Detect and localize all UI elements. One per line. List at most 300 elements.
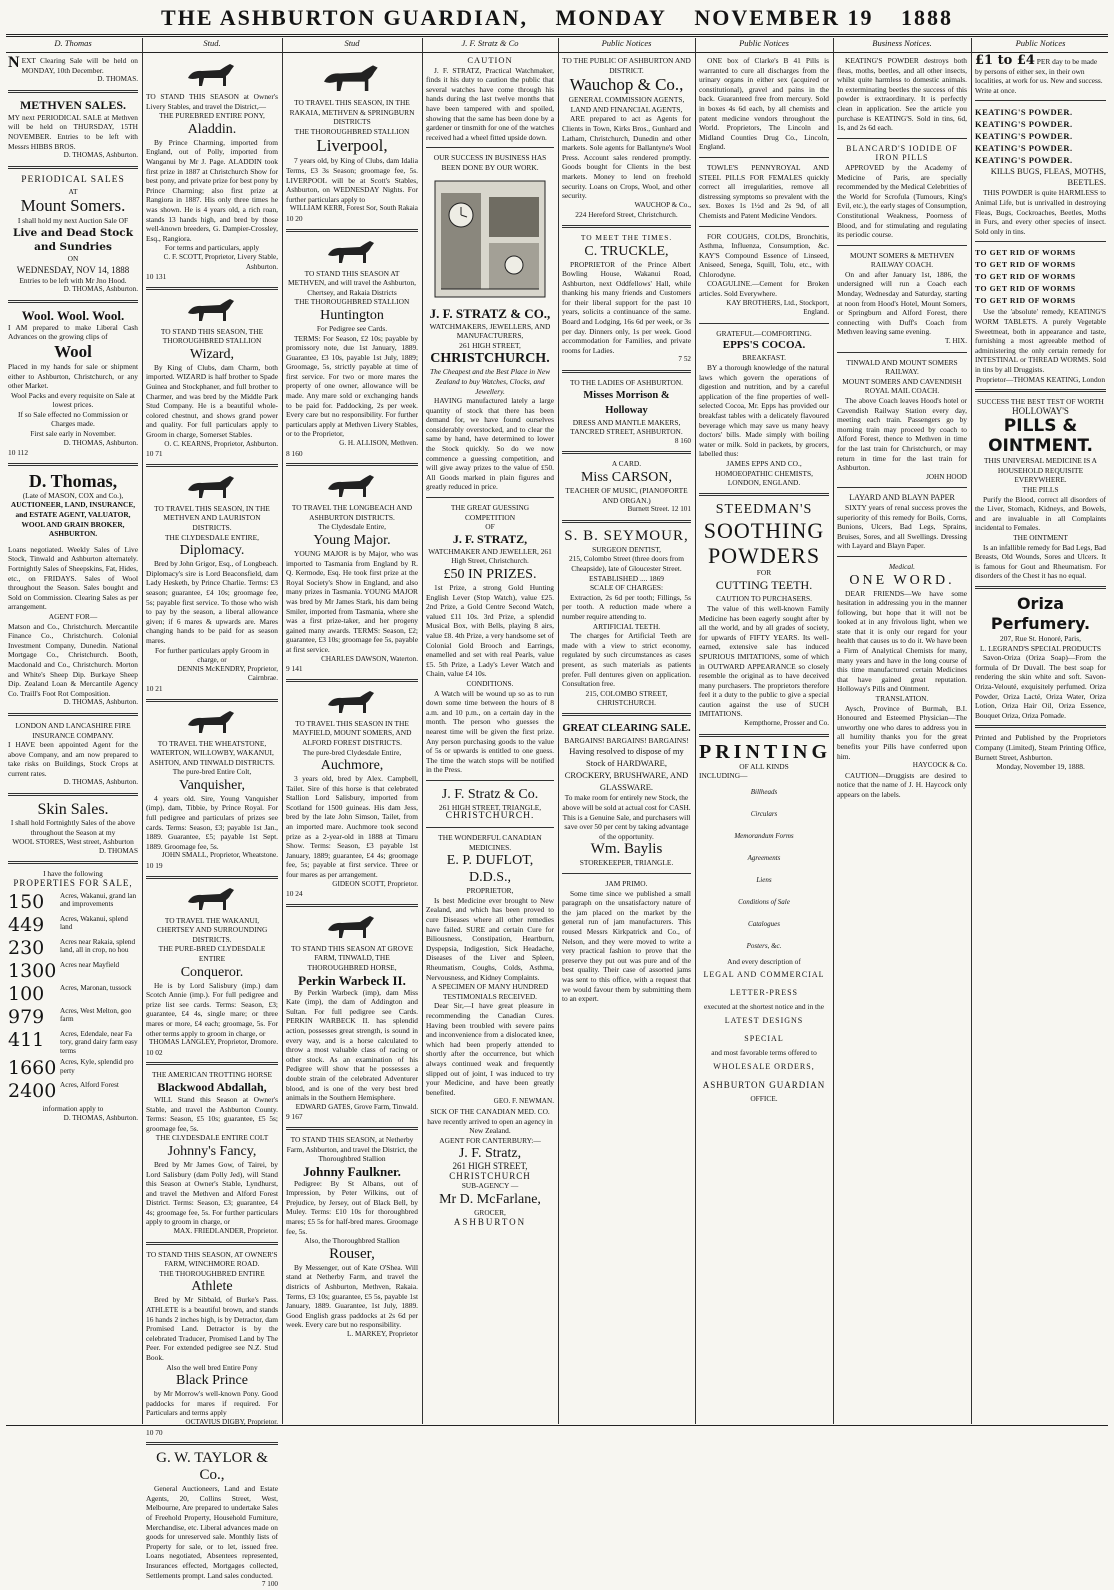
johnny-sub: THE CLYDESDALE ENTIRE COLT bbox=[155, 1133, 269, 1143]
aladdin-terms: For terms and particulars, apply bbox=[164, 243, 260, 253]
auction-line: I shall hold my next Auction Sale OF bbox=[17, 216, 129, 226]
agent-for: AGENT FOR— bbox=[48, 611, 98, 621]
holloways: HOLLOWAY'S bbox=[1012, 405, 1069, 416]
caution-body: J. F. STRATZ, Practical Watchmaker, finds it his duty to caution the public that several watches have come through his hands during the last twelve months that have been tampered with and spoiled, showing that the same has been done by a gardener or tinsmith for one of the watches received had a wheel fitted upside down. bbox=[426, 65, 554, 142]
keatings-line: KEATING'S POWDER. bbox=[975, 131, 1073, 142]
truckle-body: PROPRIETOR of the Prince Albert Bowling House, Wakanui Road, Ashburton, next Oddfellows' Hall, while thanking his many friends and Customers for their liberal support for the past 10 years, solicits a continuance of the same. Board and Lodging, 16s 6d per week, or 3s per day. Dinners only, 1s per week. Good accommodation for Families, and private rooms for Ladies. bbox=[562, 259, 691, 355]
heading-blancards: BLANCARD'S IODIDE OF IRON PILLS bbox=[846, 143, 958, 163]
kills-bugs: KILLS BUGS, FLEAS, MOTHS, BEETLES. bbox=[990, 166, 1106, 188]
land-acreage: 979 bbox=[8, 1005, 45, 1028]
heading-d-thomas: D. Thomas, bbox=[28, 470, 118, 491]
land-list-item bbox=[8, 1030, 138, 1056]
coaguline-ad: COAGULINE.—Cement for Broken articles. Sold Everywhere. bbox=[699, 279, 829, 299]
heading-jf-stratz: J. F. STRATZ, bbox=[452, 531, 528, 546]
epps-signature: JAMES EPPS AND CO., HOMOEOPATHIC CHEMISTS, LONDON, ENGLAND. bbox=[715, 458, 813, 488]
conqueror-head: TO TRAVEL THE WAKANUI, CHERTSEY AND SURROUNDING DISTRICTS. bbox=[156, 915, 268, 944]
horse-name-wizard: Wizard, bbox=[189, 346, 235, 362]
horse-name-blackwood: Blackwood Abdallah, bbox=[157, 1079, 267, 1094]
duflot-proprietor: PROPRIETOR, bbox=[466, 886, 514, 896]
stratz-address: 261 HIGH STREET, bbox=[459, 340, 521, 350]
keatings-line: KEATING'S POWDER. bbox=[975, 107, 1073, 118]
signature: D. THOMAS, Ashburton. bbox=[63, 151, 138, 160]
horse-engraving-icon bbox=[182, 707, 242, 735]
layard-body: SIXTY years of renal success proves the superiority of this remedy for Boils, Corns, Bunions, Ulcers, Bad Legs, Sprains, Bruises, Sores, and all Swellings. Dressing with Layard and Blayn Paper. bbox=[837, 502, 967, 551]
printing-item: Billheads bbox=[750, 787, 778, 796]
separator bbox=[699, 734, 829, 737]
horse-engraving-icon bbox=[182, 60, 242, 88]
the-ointment-heading: THE OINTMENT bbox=[1013, 533, 1068, 543]
diplomacy-terms: For further particulars apply Groom in charge, or bbox=[155, 645, 269, 665]
signature: WAUCHOP & Co., bbox=[634, 200, 691, 209]
separator bbox=[8, 90, 138, 93]
grocer: GROCER, bbox=[474, 1208, 506, 1218]
heading-steedmans: STEEDMAN'S bbox=[715, 501, 813, 517]
worms-line: TO GET RID OF WORMS bbox=[975, 248, 1076, 258]
separator bbox=[8, 300, 138, 303]
separator bbox=[286, 1127, 418, 1130]
heading-baylis: Wm. Baylis bbox=[590, 841, 663, 858]
horse-engraving-icon bbox=[322, 237, 382, 265]
stratz-city: CHRISTCHURCH. bbox=[430, 351, 550, 367]
land-list-item bbox=[8, 1081, 138, 1101]
keatings-powder-ad: KEATING'S POWDER destroys both fleas, moths, beetles, and all other insects, whilst quite harmless to domestic animals. In exterminating beetles the success of this powder is extraordinary. It is perfectly clean in application. See the article you purchase is KEATING'S. Sold in tins, 6d, 1s, and 2s 6d each. bbox=[837, 56, 967, 133]
column-7 bbox=[837, 56, 967, 1422]
bargains: BARGAINS! BARGAINS! BARGAINS! bbox=[564, 735, 689, 745]
ad-reference: 10 20 bbox=[286, 213, 303, 223]
ad-reference: 10 112 bbox=[8, 448, 29, 458]
separator bbox=[837, 138, 967, 139]
wool-body: I AM prepared to make Liberal Cash Advances on the growing clips of bbox=[8, 322, 138, 342]
land-description: Acres, Kyle, splendid pro perty bbox=[60, 1058, 134, 1075]
terms-offered: and most favorable terms offered to bbox=[711, 1048, 817, 1058]
ad-reference: 9 167 bbox=[286, 1112, 303, 1122]
methven-body: MY next PERIODICAL SALE at Methven will be held on THURSDAY, 15TH NOVEMBER. Entries to be left with Messrs HIBBS BROS. bbox=[8, 112, 138, 151]
epps-body: BY a thorough knowledge of the natural laws which govern the operations of digestion and nutrition, and by a careful application of the fine properties of well-selected Cocoa, Mr. Epps has provided our breakfast tables with a delicately flavoured beverage which may save us many heavy doctors' bills. Made simply with boiling water or milk. Sold in packets, by grocers, labelled thus: bbox=[699, 363, 829, 459]
printing-item: Agreements bbox=[747, 853, 781, 862]
prizes-list: 1st Prize, a strong Gold Hunting English Lever (Stop Watch), value £25. 2nd Prize, a Gold Centre Second Watch, valued £11 10s. 3rd Prize, a splendid Musical Box, with Bells, playing 8 airs, value £8. 4th Prize, a very handsome set of Colonial Gold Brooch and Earrings, enamelled and set with real Pearls, value £5. 5th Prize, a Lady's Lever Watch and Chain, value £4 10s. bbox=[426, 583, 554, 679]
carson-sub: TEACHER OF MUSIC, (PIANOFORTE AND ORGAN.) bbox=[565, 486, 688, 505]
separator bbox=[8, 166, 138, 169]
separator bbox=[975, 241, 1106, 242]
separator bbox=[146, 464, 278, 467]
info-text: information apply to bbox=[42, 1104, 104, 1114]
universal-line: THIS UNIVERSAL MEDICINE IS A HOUSEHOLD REQUISITE EVERYWHERE. bbox=[983, 456, 1098, 485]
signature: D. THOMAS. bbox=[97, 75, 138, 84]
caution-final: CAUTION—Druggists are desired to notice that the name of J. H. Haycock only appears on the labels. bbox=[837, 770, 967, 799]
genuine-note: This is a Genuine Sale, and purchasers will save over 50 per cent by taking advantage of the opportunity. bbox=[562, 812, 691, 841]
signature: JOHN HOOD bbox=[926, 472, 967, 481]
signature: KAY BROTHERS, Ltd., Stockport, England. bbox=[726, 298, 829, 317]
signature: MAX. FRIEDLANDER, Proprietor. bbox=[173, 1227, 278, 1236]
special: SPECIAL bbox=[744, 1034, 784, 1044]
testimonial-body: Dear Sir,—I have great pleasure in recommending the Canadian Cures. Having been troubled with severe pains and inconvenience from a dislocated knee, which had been properly attended to shortly after the occurrence, but which always continued weak and frequently slipped out of joint, I was induced to try your Medicine, and have been greatly benefited. bbox=[426, 1001, 554, 1097]
keatings-line: KEATING'S POWDER. bbox=[975, 143, 1073, 154]
including: INCLUDING— bbox=[699, 771, 748, 781]
separator bbox=[8, 793, 138, 796]
horse-engraving-icon bbox=[317, 60, 387, 94]
huntington-sub: THE THOROUGHBRED STALLION bbox=[294, 297, 410, 307]
issue-year: 1888 bbox=[900, 5, 953, 30]
printing-item: Posters, &c. bbox=[746, 941, 782, 950]
tinwald-body: The above Coach leaves Hood's hotel or Cavendish Railway Station every day, meeting each train. Passengers go by morning train may proceed by coach to Alford Forest, thence to Methven in time for the last train for Christchurch, or may return in time for the last train for Ashburton. bbox=[837, 396, 967, 473]
column-header-2: Stud. bbox=[203, 38, 221, 48]
footer-rule bbox=[6, 1425, 1108, 1426]
column-header-8: Public Notices bbox=[1015, 38, 1066, 48]
separator bbox=[286, 229, 418, 232]
keatings-lines bbox=[975, 106, 1106, 166]
ointment-body: Is an infallible remedy for Bad Legs, Bad Breasts, Old Wounds, Sores and Ulcers. It is famous for Gout and Rheumatism. For disorders of the Chest it has no equal. bbox=[975, 542, 1106, 581]
signature: OCTAVIUS DIGBY, Proprietor. bbox=[185, 1417, 278, 1426]
wonderful-medicines: THE WONDERFUL CANADIAN MEDICINES. bbox=[438, 833, 542, 852]
the-pills-heading: THE PILLS bbox=[1022, 485, 1059, 495]
column-2 bbox=[146, 56, 278, 1589]
scale-body: Extraction, 2s 6d per tooth; Fillings, 5s per tooth. A reduction made where a number require attending to. bbox=[562, 592, 691, 621]
morrison-head: TO THE LADIES OF ASHBURTON. bbox=[569, 378, 684, 388]
land-list-item bbox=[8, 892, 138, 912]
wool-sale-note: If so Sale effected no Commission or Charges made. bbox=[18, 409, 128, 429]
huntington-note: For Pedigree see Cards. bbox=[316, 323, 388, 333]
liverpool-body: 7 years old, by King of Clubs, dam Idalia Terms, £3 3s Season; groomage fee, 5s. LIVERPOOL will be at Scott's Stables, Ashburton, on WEDNESDAY Nights. For further particulars apply to bbox=[286, 156, 418, 204]
masthead bbox=[0, 0, 1114, 36]
ad-reference: 7 52 bbox=[678, 355, 691, 364]
separator bbox=[426, 780, 554, 781]
blackwood-body: WILL Stand this Season at Owner's Stable, and travel the Ashburton County. Terms: Season, £5 10s; guarantee, £5 5s; groomage fee, 5s. bbox=[146, 1094, 278, 1133]
blackwood-head: THE AMERICAN TROTTING HORSE bbox=[152, 1070, 272, 1080]
text-on: ON bbox=[67, 253, 79, 263]
established: ESTABLISHED .... 1869 bbox=[589, 573, 664, 583]
horse-engraving-icon bbox=[182, 884, 242, 912]
mount-somers-coach-head: MOUNT SOMERS & METHVEN RAILWAY COACH. bbox=[850, 250, 954, 270]
horse-name-huntington: Huntington bbox=[320, 307, 384, 323]
land-list-item bbox=[8, 1058, 138, 1078]
signature: D. THOMAS, Ashburton. bbox=[63, 778, 138, 787]
masthead-rule bbox=[6, 34, 1108, 37]
worms-lines bbox=[975, 247, 1106, 307]
separator bbox=[426, 827, 554, 828]
signature: D. THOMAS, Ashburton. bbox=[63, 1114, 138, 1122]
first-sale-note: First sale early in November. bbox=[30, 429, 116, 439]
conqueror-body: He is by Lord Salisbury (imp.) dam Scotch Annie (imp.). For full pedigree and prize list see cards. Terms: Season, £3; guarantee, £4 4s, single mare; or three mares or more, £4 each; groomage, 5s. For other terms apply to groom in charge, or bbox=[146, 980, 278, 1038]
land-list bbox=[8, 892, 138, 1102]
heading-live-dead-stock: Live and Dead Stock and Sundries bbox=[13, 226, 133, 253]
perkin-body: By Perkin Warbeck (imp), dam Miss Kate (imp), the dam of Addington and Sultan. For full pedigree see Cards. PERKIN WARBECK II. has splendid action, possesses great strength, is sound in every way, and is a horse calculated to throw a most valuable class of racing or other stock. As an examination of his Pedigree will show that he possesses a double strain of the celebrated Adventurer blood, and is one of the very best bred animals in the Southern Hemisphere. bbox=[286, 987, 418, 1103]
signature: EDWARD GATES, Grove Farm, Tinwald. bbox=[295, 1102, 418, 1111]
column-header-6: Public Notices bbox=[739, 38, 789, 48]
column-divider bbox=[558, 38, 559, 1424]
printing-item: Conditions of Sale bbox=[738, 897, 790, 906]
separator bbox=[699, 323, 829, 324]
seymour-sub: SURGEON DENTIST, bbox=[592, 544, 661, 554]
land-description: Acres, Maronan, tussock bbox=[60, 983, 132, 992]
separator bbox=[837, 556, 967, 557]
oriza-sub: L. LEGRAND'S SPECIAL PRODUCTS bbox=[980, 643, 1101, 653]
jf-stratz-sub: WATCHMAKER AND JEWELLER, 261 High Street, Christchurch. bbox=[428, 546, 552, 566]
rouser-sub: Also, the Thoroughbred Stallion bbox=[304, 1236, 400, 1246]
separator bbox=[146, 1442, 278, 1445]
wool-body-2: Placed in my hands for sale or shipment either to Ashburton, Christchurch, or any other Market. bbox=[8, 361, 138, 391]
keatings-line: KEATING'S POWDER. bbox=[975, 119, 1073, 130]
text-for: FOR bbox=[756, 567, 772, 577]
horse-engraving-icon bbox=[182, 295, 242, 323]
land-description: Acres, Wakanui, grand lan and improvements bbox=[60, 891, 137, 909]
liverpool-head: TO TRAVEL THIS SEASON, IN THE RAKAIA, METHVEN & SPRINGBURN DISTRICTS bbox=[289, 98, 415, 127]
land-acreage: 1660 bbox=[8, 1057, 57, 1080]
diplomacy-body: Bred by John Grigor, Esq., of Longbeach. Diplomacy's sire is Lord Beaconsfield, dam Lady Hesketh, by Prince Charlie. Terms: £3 season; guarantee, £4 10s; groomage fee, 5s; payable first service. To those who wish to pay by the season, a liberal allowance given; if 6 mares & upwards are. Mares changing hands to be paid for as season mares. bbox=[146, 559, 278, 645]
land-acreage: 230 bbox=[8, 936, 45, 959]
signature: D. THOMAS bbox=[98, 846, 138, 855]
stratz-trades: WATCHMAKERS, JEWELLERS, AND MANUFACTURERS, bbox=[429, 321, 551, 341]
clearing-body-2: To make room for entirely new Stock, the above will be sold at actual cost for CASH. bbox=[562, 793, 691, 813]
land-acreage: 2400 bbox=[8, 1080, 57, 1103]
skin-body: I shall hold Fortnightly Sales of the above throughout the Season at my bbox=[10, 818, 136, 837]
translation-heading: TRANSLATION. bbox=[875, 694, 929, 704]
horse-name-auchmore: Auchmore, bbox=[320, 758, 384, 774]
mcfarlane-town: ASHBURTON bbox=[453, 1216, 527, 1227]
legal-commercial: LEGAL AND COMMERCIAL bbox=[703, 970, 825, 980]
worms-line: TO GET RID OF WORMS bbox=[975, 260, 1076, 270]
worms-line: TO GET RID OF WORMS bbox=[975, 272, 1076, 282]
printing-item: Circulars bbox=[750, 809, 778, 818]
artificial-body: The charges for Artificial Teeth are made with a view to strict economy, regulated by such circumstances as cases present, as such materials as patients prefer. Full dentures given on application. Consultation free. bbox=[562, 631, 691, 689]
column-header-4: J. F. Stratz & Co bbox=[461, 38, 519, 48]
column-4 bbox=[426, 56, 554, 1422]
black-prince-sub: Also the well bred Entire Pony bbox=[166, 1362, 258, 1372]
separator bbox=[8, 861, 138, 864]
heading-cutting-teeth: CUTTING TEETH. bbox=[715, 578, 813, 593]
vanquisher-body: 4 years old. Sire, Young Vanquisher (imp), dam, Tibbie, by Prince Royal. For full pedigree and particulars of prizes see cards. Terms: Season, £3; payable 1st Jan., 1889. Guarantee, £5; payable 1st Sept. 1889. Groomage fee, 5s. bbox=[146, 793, 278, 851]
liverpool-sub: THE THOROUGHBRED STALLION bbox=[294, 126, 410, 136]
heading-oriza: Oriza Perfumery. bbox=[990, 594, 1091, 633]
medical-heading: Medical. bbox=[888, 561, 916, 571]
signature: G. H. ALLISON, Methven. bbox=[339, 439, 418, 448]
signature: L. MARKEY, Proprietor bbox=[347, 1330, 418, 1338]
heading-wauchop: Wauchop & Co., bbox=[569, 75, 684, 95]
heading-duflot: E. P. DUFLOT, D.D.S., bbox=[446, 853, 534, 886]
morrison-sub: DRESS AND MANTLE MAKERS, TANCRED STREET, ASHBURTON. bbox=[570, 417, 683, 437]
column-headers bbox=[6, 38, 1108, 52]
signature: D. THOMAS, Ashburton. bbox=[63, 698, 138, 707]
skin-body-2: WOOL STORES, West street, Ashburton bbox=[12, 837, 134, 847]
wauchop-address: 224 Hereford Street, Christchurch. bbox=[575, 210, 678, 220]
separator bbox=[562, 873, 691, 874]
text-of: OF bbox=[485, 522, 495, 532]
our-success: OUR SUCCESS IN BUSINESS HAS BEEN DONE BY OUR WORK. bbox=[433, 153, 547, 172]
wool-packs: Wool Packs and every requisite on Sale at lowest prices. bbox=[11, 390, 135, 410]
land-description: Acres, Alford Forest bbox=[60, 1081, 119, 1090]
duflot-body: Is best Medicine ever brought to New Zealand, and which has been proved to cure Diseases where all other remedies have failed. SURE and certain Cure for Biliousness, Constipation, Heartburn, Dyspepsia, Indigestion, Sick Headache, Diseases of the Liver and Spleen, Rheumatism, Coughs, Colds, Asthma, Nervousness, and Kidney Complaints. bbox=[426, 895, 554, 982]
column-divider bbox=[282, 38, 283, 1424]
newspaper-name: THE ASHBURTON GUARDIAN, bbox=[161, 5, 528, 30]
ad-reference: 10 131 bbox=[146, 272, 167, 282]
separator bbox=[146, 699, 278, 702]
signature: WILLIAM KERR, Forest Sor, South Rakaia bbox=[289, 204, 418, 213]
horse-name-perkin-warbeck: Perkin Warbeck II. bbox=[298, 972, 406, 988]
conditions-heading: CONDITIONS. bbox=[466, 678, 514, 688]
separator bbox=[699, 493, 829, 496]
printing-item: Catalogues bbox=[748, 919, 780, 928]
d-thomas-trades: AUCTIONEER, LAND, INSURANCE, and ESTATE AGENT, VALUATOR, WOOL AND GRAIN BROKER, ASHBURTON. bbox=[10, 500, 136, 539]
header-rule bbox=[6, 52, 1108, 53]
signature: DENNIS McKENDRY, Proprietor, Cairnbrae. bbox=[177, 664, 278, 683]
jam-heading: JAM PRIMO. bbox=[605, 879, 648, 889]
athlete-body: Bred by Mr Sibbald, of Burke's Pass. ATHLETE is a beautiful brown, and stands 16 hands 2 inches high, is by Detractor, dam Promised Land. Detractor is by the celebrated Traducer, Promised Land by The Peer. For extended pedigree see N.Z. Stud Book. bbox=[146, 1295, 278, 1362]
faulkner-head: TO STAND THIS SEASON, at Netherby Farm, Ashburton, and travel the District, the Thoroughbred Stallion bbox=[286, 1134, 418, 1164]
johnny-body: Bred by Mr James Gow, of Tairei, by Lord Salisbury (dam Polly Jed), will Stand this Season at Owner's Stable, Lyndhurst, and travel the Methven and Alford Forest District. Terms: Season, £3; guarantee, £4 4s; groomage fee, 5s. For further particulars apply to groom in charge, or bbox=[146, 1159, 278, 1227]
separator bbox=[146, 287, 278, 290]
heading-stratz-3: J. F. Stratz, bbox=[458, 1146, 522, 1162]
faulkner-body: Pedigree: By St Albans, out of Impression, by Peter Wilkins, out of Prejudice, by Jersey, out of Black Bell, by Muley. Terms: £10 10s for thoroughbred mares; £5 5s for half-bred mares. Groomage fee, 5s. bbox=[286, 1178, 418, 1236]
rouser-body: By Messenger, out of Kate O'Shea. Will stand at Netherby Farm, and travel the districts of Ashburton, Methven, Rakaia. Terms, £3 10s; guarantee, £5 5s, payable 1st January, 1889. Guarantee, 1st July, 1889. Good English grass paddocks at 2s 6d per week. Every care but no responsibility. bbox=[286, 1262, 418, 1330]
huntington-body: TERMS: For Season, £2 10s; payable by promissory note, due 1st January, 1889. Guarantee, £3 10s, payable 1st July, 1889; Groomage, 5s, strictly payable at time of first service. For two or more mares the property of one owner, allowance will be made. Any mare sold or exchanging hands to be paid for. Paddocking, 2s per week. Every care but no responsibility. For further particulars apply at Methven Livery Stables, or to the Proprietor, bbox=[286, 333, 418, 439]
vanquisher-head: TO TRAVEL THE WHEATSTONE, WATERTON, WILLOWBY, WAKANUI, ASHTON, AND TINWALD DISTRICTS. bbox=[149, 738, 275, 767]
land-acreage: 150 bbox=[8, 890, 45, 913]
land-list-item bbox=[8, 984, 138, 1004]
diplomacy-sub: THE CLYDESDALE ENTIRE, bbox=[165, 532, 259, 542]
blancard-body: APPROVED by the Academy of Medicine of Paris, are specially recommended by the Medical Celebrities of the World for Scrofula (Tumours, King's Evil, etc.), the early stages of Consumption, Constitutional Weakness, Poorness of Blood, and for stimulating and regulating its periodic course. bbox=[837, 162, 967, 240]
ad-reference: 10 21 bbox=[146, 683, 163, 693]
aladdin-head: TO STAND THIS SEASON at Owner's Livery Stables, and travel the District,— bbox=[146, 92, 278, 111]
steedman-body: The value of this well-known Family Medicine has been eagerly sought after by all the world, and by all grades of society, for upwards of FIFTY YEARS. Its well-earned, extensive sale has induced SPURIOUS IMITATIONS, some of which in OUTWARD APPEARANCE so closely resemble the original as to have deceived many purchasers. The proprietors therefore feel it a duty to the public to give a special caution against the use of SUCH IMITATIONS. bbox=[699, 603, 829, 719]
signature: O. C. KEARNS, Proprietor, Ashburton. bbox=[164, 439, 278, 448]
separator bbox=[146, 876, 278, 879]
carson-address: Burnett Street. 12 101 bbox=[627, 505, 691, 514]
tinwald-head: TINWALD AND MOUNT SOMERS RAILWAY. bbox=[846, 357, 958, 377]
translation-body: Aysch, Province of Burmah, B.I. Honoured and Esteemed Physician—The unworthy one who dares to address you in all humility thanks you for the great benefits your Pills have conferred upon him. bbox=[837, 703, 967, 761]
breakfast: BREAKFAST. bbox=[742, 353, 786, 363]
horse-name-young-major: Young Major. bbox=[313, 533, 391, 548]
horse-name-liverpool: Liverpool, bbox=[316, 136, 388, 156]
earnings-body: PER day to be made by persons of either sex, in their own localities, at work for us. New and success. Write at once. bbox=[975, 57, 1103, 95]
column-header-5: Public Notices bbox=[601, 38, 652, 48]
entries-note: Entries to be left with Mr Jno Hood. bbox=[19, 275, 127, 285]
stratz-2-address: 261 HIGH STREET, TRIANGLE, bbox=[438, 802, 542, 812]
land-acreage: 449 bbox=[8, 913, 45, 936]
wauchop-head: TO THE PUBLIC OF ASHBURTON AND DISTRICT. bbox=[562, 56, 691, 75]
heading-mount-somers: Mount Somers. bbox=[20, 196, 126, 216]
of-all-kinds: OF ALL KINDS bbox=[739, 761, 789, 771]
signature: JOHN SMALL, Proprietor, Wheatstone. bbox=[161, 851, 278, 860]
column-divider bbox=[422, 38, 423, 1424]
printed-by: Printed and Published by the Proprietors Company (Limited), Steam Printing Office, Burnett Street, Ashburton. bbox=[975, 733, 1106, 762]
land-list-item bbox=[8, 961, 138, 981]
land-list-item bbox=[8, 915, 138, 935]
separator bbox=[146, 1062, 278, 1065]
heading-methven-sales: METHVEN SALES. bbox=[19, 97, 127, 112]
signature: THOMAS LANGLEY, Proprietor, Dromore. bbox=[149, 1038, 278, 1047]
ad-reference: 10 24 bbox=[286, 889, 303, 899]
black-prince-body: by Mr Morrow's well-known Pony. Good paddocks for mares if required. For Particulars and terms apply bbox=[146, 1389, 278, 1418]
aladdin-sub: THE PUREBRED ENTIRE PONY, bbox=[159, 111, 265, 121]
heading-truckle: C. TRUCKLE, bbox=[584, 243, 669, 259]
separator bbox=[975, 586, 1106, 589]
agencies-list: Matson and Co., Christchurch. Mercantile Finance Co., Christchurch. Colonial Investment Company, Dunedin. National Mortgage Co., Christchurch. Booth, Macdonald and Co., Christchurch. Morton and White's Sheep Dip. Burkaye Sheep Dip. Zealand Loan & Mercantile Agency Co. Traill's Foot Rot Composition. bbox=[8, 621, 138, 698]
canadian-note: SICK OF THE CANADIAN MED. CO. have recently arrived to open an agency in New Zealand. bbox=[427, 1106, 553, 1136]
signature: C. F. SCOTT, Proprietor, Livery Stable, Ashburton. bbox=[163, 252, 278, 271]
column-header-1: D. Thomas bbox=[54, 38, 92, 48]
land-list-item bbox=[8, 1007, 138, 1027]
stratz-3-city: CHRISTCHURCH bbox=[449, 1170, 531, 1181]
jam-body: Some time since we published a small paragraph on the unsatisfactory nature of the jam placed on the market by the general run of jam manufacturers. This roused Messrs Kirkpatrick and Co., of Nelson, and they were moved to write a very practical fashion to prove that the preserve they put out was pure and of the best quality. Their case of assorted jams was sent to this office, with a request that we would favour them by submitting them to an expert. bbox=[562, 888, 691, 1004]
conditions-body: A Watch will be wound up so as to run down some time between the hours of 8 a.m. and 10 p.m., on a certain day in the month. The person who guesses the nearest time will be given the first prize. Any person purchasing goods to the value of 5s or upwards is entitled to one guess. The time the watch stops will be notified in the Press. bbox=[426, 688, 554, 775]
huntington-head: TO STAND THIS SEASON AT METHVEN, and will travel the Ashburton, Chertsey, and Rakaia Districts bbox=[288, 268, 416, 297]
young-major-body: YOUNG MAJOR is by Major, who was imported to Tasmania from England by R. Q. Kermode, Esq. He took first prize at the Royal Society's Show in England, and also many prizes in Tasmania. YOUNG MAJOR was bred by Mr James Stark, his dam being Smiler, imported from Tasmania, where she was a first prize-taker, and her progeny gained many awards. TERMS: Season, £2; guarantee, £3 10s; groomage fee 5s, payable at first service. bbox=[286, 549, 418, 654]
keatings-line: KEATING'S POWDER. bbox=[975, 155, 1073, 166]
worms-line: TO GET RID OF WORMS bbox=[975, 296, 1076, 306]
scale-heading: SCALE OF CHARGES: bbox=[589, 583, 664, 593]
clearing-body: Having resolved to dispose of my Stock of HARDWARE, CROCKERY, BRUSHWARE, AND GLASSWARE. bbox=[564, 746, 689, 793]
wauchop-body: ARE prepared to act as Agents for Clients in Town, Kirks Bros., Gunhard and Latham, Christchurch, Dunedin and other markets. Sole agents for Ballantyne's Wool Press. Account sales rendered promptly. Goods bought for Clients in the best markets. Money to lend on freehold security. Loans on Crops, Wool, and other security. bbox=[562, 114, 691, 201]
ad-reference: 10 71 bbox=[146, 449, 163, 459]
horse-name-rouser: Rouser, bbox=[329, 1245, 375, 1262]
stratz-cheapest: The Cheapest and the Best Place in New Zealand to buy Watches, Clocks, and Jewellery. bbox=[429, 367, 551, 396]
athlete-head: TO STAND THIS SEASON, AT OWNER'S FARM, WINCHMORE ROAD. bbox=[146, 1249, 278, 1269]
earnings-amount: £1 to £4 bbox=[975, 53, 1035, 68]
heading-periodical-sales: PERIODICAL SALES bbox=[21, 174, 125, 185]
printed-date: Monday, November 19, 1888. bbox=[996, 762, 1085, 772]
letter-press: LETTER-PRESS bbox=[729, 988, 798, 998]
column-divider bbox=[833, 38, 834, 1424]
horse-engraving-icon bbox=[322, 687, 382, 715]
athlete-sub: THE THOROUGHBRED ENTIRE bbox=[159, 1268, 265, 1278]
separator bbox=[286, 904, 418, 907]
clock-shop-engraving-icon bbox=[431, 177, 549, 301]
worms-signature: Proprietor—THOMAS KEATING, London bbox=[975, 374, 1106, 384]
heading-stratz-firm: J. F. STRATZ & CO., bbox=[429, 305, 551, 321]
column-header-7: Business Notices. bbox=[872, 38, 932, 48]
worms-line: TO GET RID OF WORMS bbox=[975, 284, 1076, 294]
sale-date: WEDNESDAY, NOV 14, 1888 bbox=[16, 264, 130, 275]
heading-carson: Miss CARSON, bbox=[580, 470, 673, 485]
pills-body: Purify the Blood, correct all disorders of the Liver, Stomach, Kidneys, and Bowels, and are invaluable in all Complaints incidental to Females. bbox=[975, 494, 1106, 533]
heading-skin-sales: Skin Sales. bbox=[37, 801, 109, 819]
signature: T. HIX. bbox=[944, 337, 967, 346]
heading-one-word: ONE WORD. bbox=[849, 572, 955, 588]
text-at: AT bbox=[68, 186, 78, 196]
separator bbox=[975, 389, 1106, 392]
signature: D. THOMAS, Ashburton. bbox=[63, 438, 138, 447]
signature: HAYCOCK & Co. bbox=[912, 761, 967, 770]
gw-taylor-body: General Auctioneers, Land and Estate Agents, 20, Collins Street, West, Melbourne, Are prepared to undertake Sales of Freehold Property, Household Furniture, Merchandise, etc. Liberal advances made on goods for unreserved sale. Monthly lists of Property for sale, or to let, issued free. Loans negotiated, Absentees represented, Insurances effected, Mortgages collected, Settlements prompt. Land sales conducted. bbox=[146, 1484, 278, 1580]
tinwald-sub: MOUNT SOMERS AND CAVENDISH ROYAL MAIL COACH. bbox=[842, 376, 962, 396]
signature: GEO. F. NEWMAN. bbox=[493, 1097, 554, 1106]
keatings-body: THIS POWDER is quite HARMLESS to Animal Life, but is unrivalled in destroying Fleas, Bugs, Cockroaches, Beetles, Moths in Furs, and every other species of insect. Sold only in tins. bbox=[975, 188, 1106, 236]
ad-reference: 10 70 bbox=[146, 1427, 163, 1437]
separator bbox=[699, 157, 829, 158]
artificial-heading: ARTIFICIAL TEETH. bbox=[592, 621, 661, 631]
signature: D. THOMAS, Ashburton. bbox=[63, 285, 138, 294]
executed: executed at the shortest notice and in the bbox=[703, 1002, 825, 1012]
seymour-signature: 215, COLOMBO STREET, CHRISTCHURCH. bbox=[585, 688, 668, 708]
heading-mcfarlane: Mr D. McFarlane, bbox=[439, 1192, 541, 1208]
column-divider bbox=[695, 38, 696, 1424]
ad-reference: 8 160 bbox=[286, 448, 303, 458]
thomas-sale-notice: NEXT Clearing Sale will be held on MONDAY, 10th December. bbox=[8, 54, 138, 75]
heading-wool: Wool. Wool. Wool. bbox=[21, 307, 125, 323]
horse-name-johnnys-fancy: Johnny's Fancy, bbox=[167, 1143, 257, 1159]
land-description: Acres, Edendale, near Fa tory, grand dairy farm easy terms bbox=[60, 1029, 138, 1055]
mount-somers-coach-body: On and after January 1st, 1886, the undersigned will run a Coach each Monday, Wednesday and Saturday, starting at noon from Hood's Hotel, Mount Somers, or Springburn and Alford Forest, there connecting with Duff's Coach from Methven leaving same evening. bbox=[837, 269, 967, 337]
card-head: A CARD. bbox=[611, 459, 642, 469]
land-list-item bbox=[8, 938, 138, 958]
heading-epps-cocoa: EPPS'S COCOA. bbox=[722, 339, 806, 352]
wizard-head: TO STAND THIS SEASON, THE THOROUGHBRED STALLION bbox=[160, 326, 264, 346]
printing-item: Memorandum Forms bbox=[734, 831, 794, 840]
heading-powders: POWDERS bbox=[707, 542, 821, 568]
stratz-having: HAVING manufactured lately a large quantity of stock that there has been demand for, we have found ourselves considerably overstocked, and to clear the same by hand, have determined to lower the Stock quickly. So do we now commence a guessing competition, and will give away prizes to the value of £50. All Goods marked in plain figures and greatly reduced in price. bbox=[426, 396, 554, 492]
separator bbox=[146, 1242, 278, 1245]
coughs-ad: FOR COUGHS, COLDS, Bronchitis, Asthma, Influenza, Consumption, &c. KAY'S Compound Essence of Linseed, Aniseed, Senega, Squill, Tolu, etc., with Chlorodyne. bbox=[699, 231, 829, 279]
separator bbox=[699, 226, 829, 227]
